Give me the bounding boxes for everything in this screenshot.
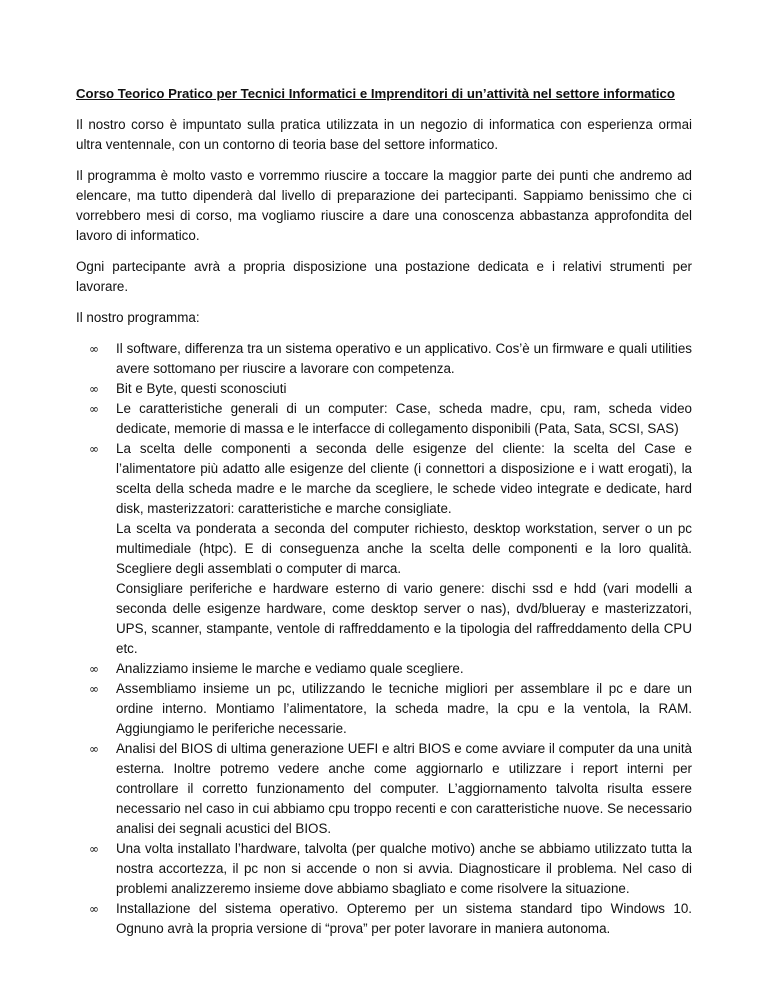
program-heading: Il nostro programma: (76, 310, 200, 325)
list-item (76, 899, 692, 939)
document-title: Corso Teorico Pratico per Tecnici Informatici e Imprenditori di un’attività nel settore informatico (76, 86, 675, 101)
infinity-bullet-icon: ∞ (89, 402, 99, 416)
list-item (76, 739, 692, 839)
list-item-text: La scelta va ponderata a seconda del computer richiesto, desktop workstation, server o un pc multimediale (htpc). E di conseguenza anche la scelta delle componenti e la loro qualità. Scegliere degli assemblati o computer di marca. (116, 521, 692, 576)
intro-paragraph: Il nostro corso è impuntato sulla pratica utilizzata in un negozio di informatica con esperienza ormai ultra ventennale, con un contorno di teoria base del settore informatico. (76, 117, 692, 152)
list-item-text: Una volta installato l’hardware, talvolta (per qualche motivo) anche se abbiamo utilizzato tutta la nostra accortezza, il pc non si accende o non si avvia. Diagnosticare il problema. Nel caso di problemi analizzeremo insieme dove abbiamo sbagliato e come risolvere la situazione. (116, 841, 692, 896)
infinity-bullet-icon: ∞ (89, 742, 99, 756)
list-item-text: Analizziamo insieme le marche e vediamo quale scegliere. (116, 661, 464, 676)
list-item-text: Assembliamo insieme un pc, utilizzando le tecniche migliori per assemblare il pc e dare un ordine interno. Montiamo l’alimentatore, la scheda madre, la cpu e la ventola, la RAM. Aggiungiamo le periferiche necessarie. (116, 681, 692, 736)
list-item (76, 439, 692, 659)
list-item-text: Il software, differenza tra un sistema operativo e un applicativo. Cos’è un firmware e quali utilities avere sottomano per riuscire a lavorare con competenza. (116, 341, 692, 376)
infinity-bullet-icon: ∞ (89, 382, 99, 396)
infinity-bullet-icon: ∞ (89, 342, 99, 356)
program-paragraph: Il programma è molto vasto e vorremmo riuscire a toccare la maggior parte dei punti che andremo ad elencare, ma tutto dipenderà dal livello di preparazione dei partecipanti. Sappiamo benissimo che ci vorrebbero mesi di corso, ma vogliamo riuscire a dare una conoscenza abbastanza approfondita del lavoro di informatico. (76, 168, 692, 243)
list-item-text: Le caratteristiche generali di un computer: Case, scheda madre, cpu, ram, scheda video dedicate, memorie di massa e le interfacce di collegamento disponibili (Pata, Sata, SCSI, SAS) (116, 401, 692, 436)
workstation-paragraph: Ogni partecipante avrà a propria disposizione una postazione dedicata e i relativi strumenti per lavorare. (76, 259, 692, 294)
document-body (76, 84, 692, 939)
list-item (76, 339, 692, 379)
list-item-text: Analisi del BIOS di ultima generazione UEFI e altri BIOS e come avviare il computer da una unità esterna. Inoltre potremo vedere anche come aggiornarlo e utilizzare i report interni per controllare il corretto funzionamento del computer. L’aggiornamento talvolta risulta essere necessario nel caso in cui abbiamo cpu troppo recenti e con caratteristiche nuove. Se necessario analisi dei segnali acustici del BIOS. (116, 741, 692, 836)
list-item-text: Installazione del sistema operativo. Opteremo per un sistema standard tipo Windows 10. Ognuno avrà la propria versione di “prova” per poter lavorare in maniera autonoma. (116, 901, 692, 936)
infinity-bullet-icon: ∞ (89, 902, 99, 916)
program-list (76, 339, 692, 939)
list-item (76, 399, 692, 439)
list-item (76, 679, 692, 739)
infinity-bullet-icon: ∞ (89, 842, 99, 856)
list-item-text: Consigliare periferiche e hardware esterno di vario genere: dischi ssd e hdd (vari modelli a seconda delle esigenze hardware, come desktop server o nas), dvd/blueray e masterizzatori, UPS, scanner, stampante, ventole di raffreddamento e la tipologia del raffreddamento della CPU etc. (116, 581, 692, 656)
list-item (76, 659, 692, 679)
list-item (76, 839, 692, 899)
list-item (76, 379, 692, 399)
infinity-bullet-icon: ∞ (89, 682, 99, 696)
list-item-text: Bit e Byte, questi sconosciuti (116, 381, 287, 396)
infinity-bullet-icon: ∞ (89, 662, 99, 676)
infinity-bullet-icon: ∞ (89, 442, 99, 456)
list-item-text: La scelta delle componenti a seconda delle esigenze del cliente: la scelta del Case e l’alimentatore più adatto alle esigenze del cliente (i connettori a disposizione e i watt erogati), la scelta della scheda madre e le marche da scegliere, le schede video integrate e dedicate, hard disk, masterizzatori: caratteristiche e marche consigliate. (116, 441, 692, 516)
